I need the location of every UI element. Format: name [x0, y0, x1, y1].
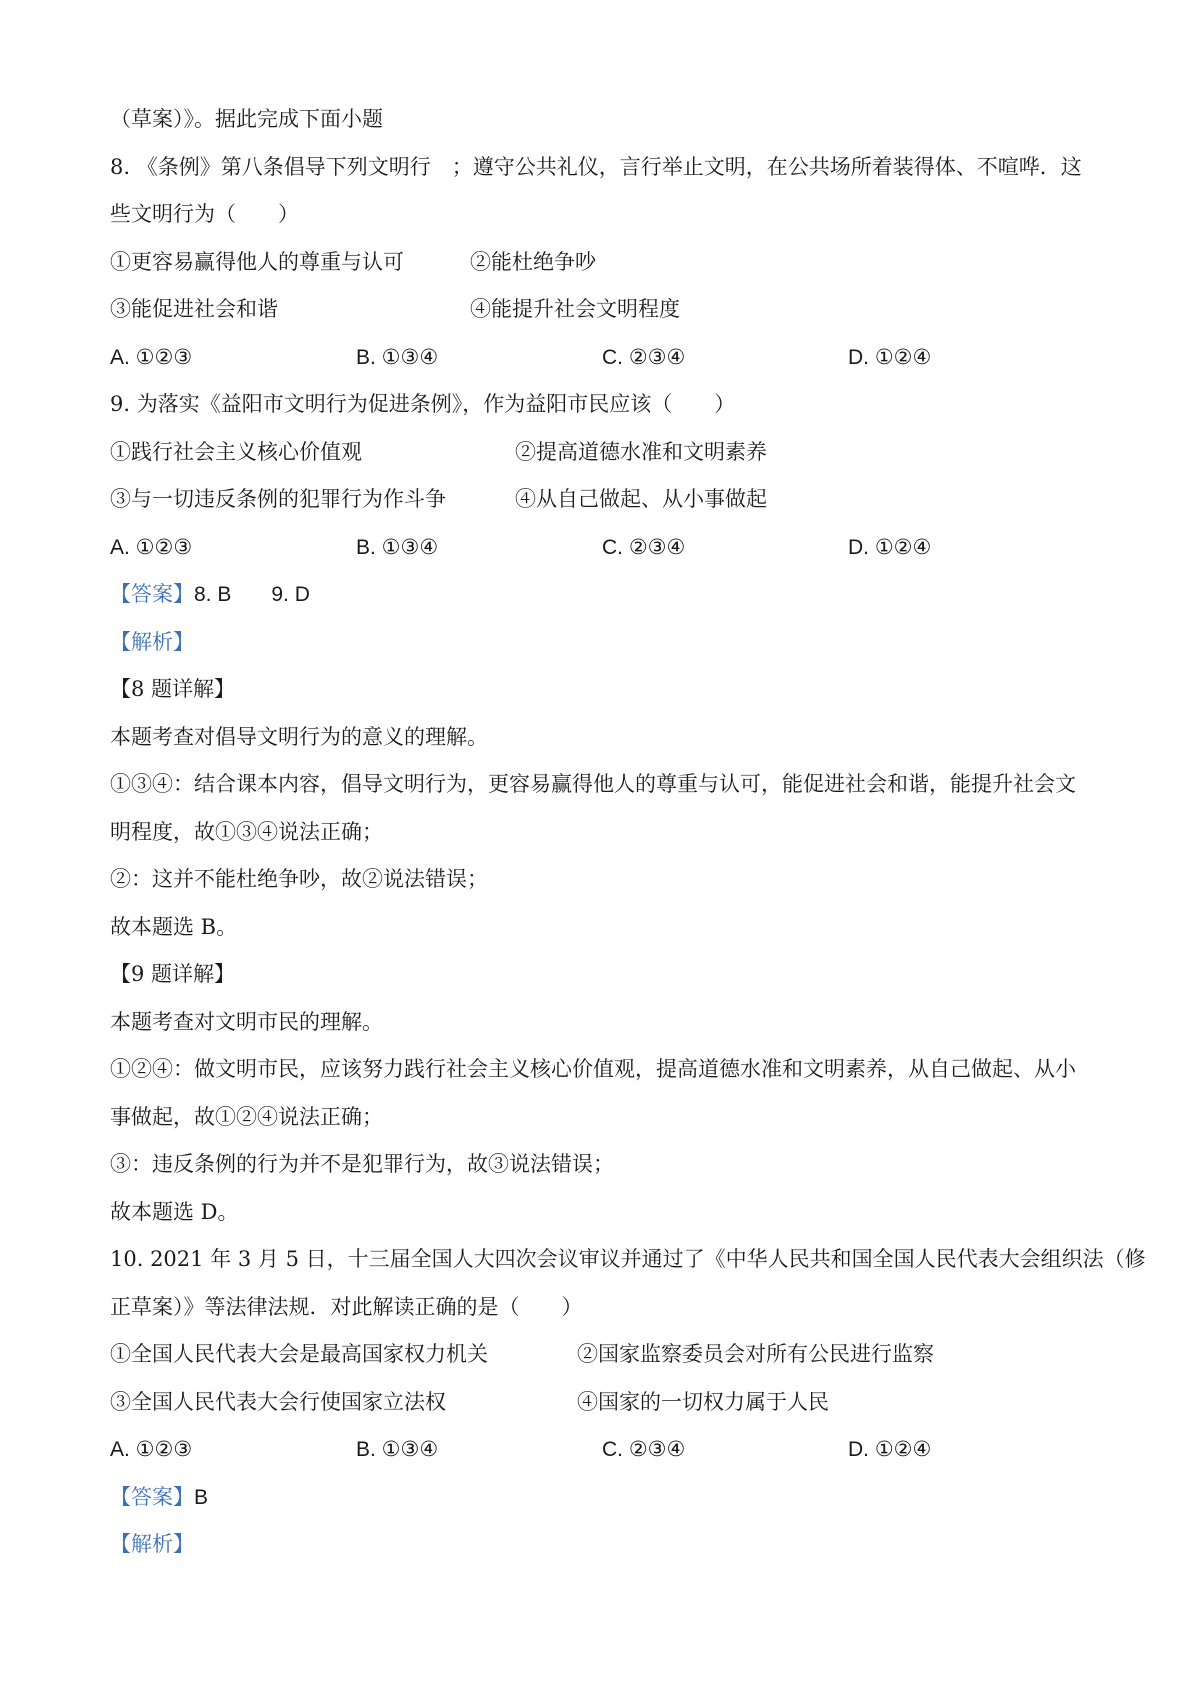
q9-statement-3: ③与一切违反条例的犯罪行为作斗争 — [110, 487, 446, 511]
q10-statements-row1 — [110, 1331, 1100, 1379]
q10-statement-4: ④国家的一切权力属于人民 — [577, 1389, 829, 1414]
q9-choices — [110, 524, 1100, 572]
q8-statement-4: ④能提升社会文明程度 — [470, 297, 680, 321]
detail8-p2-line2: 明程度，故①③④说法正确； — [110, 819, 383, 844]
q10-choices — [110, 1426, 1100, 1474]
q8-stem-line2: 些文明行为（ ） — [110, 202, 299, 226]
detail9-p2-line2: 事做起，故①②④说法正确； — [110, 1104, 383, 1129]
analysis-label: 【解析】 — [110, 629, 194, 654]
q9-statements-row2 — [110, 476, 1100, 524]
q10-statement-2: ②国家监察委员会对所有公民进行监察 — [577, 1342, 934, 1366]
detail9-p3: ③：违反条例的行为并不是犯罪行为，故③说法错误； — [110, 1152, 614, 1176]
q8-choices — [110, 334, 1100, 382]
detail8-heading: 【8 题详解】 — [110, 677, 236, 701]
q10-stem-line2: 正草案）》等法律法规．对此解读正确的是（ ） — [110, 1294, 583, 1319]
q8-statement-2: ②能杜绝争吵 — [470, 249, 596, 274]
q9-stem: 9. 为落实《益阳市文明行为促进条例》，作为益阳市民应该（ ） — [110, 392, 736, 416]
answer-label: 【答案】 — [110, 582, 194, 606]
detail9-p2-line1: ①②④：做文明市民，应该努力践行社会主义核心价值观，提高道德水准和文明素养，从自己做起、从小 — [110, 1057, 1076, 1081]
detail9-heading: 【9 题详解】 — [110, 962, 236, 986]
detail9-p1: 本题考查对文明市民的理解。 — [110, 1009, 383, 1034]
detail8-p1: 本题考查对倡导文明行为的意义的理解。 — [110, 724, 488, 749]
detail9-p4: 故本题选 D。 — [110, 1199, 239, 1224]
q9-choice-a: A. ①②③ — [110, 535, 193, 559]
q10-choice-c: C. ②③④ — [602, 1438, 686, 1461]
answer-q9: 9. D — [271, 583, 310, 606]
q9-choice-c: C. ②③④ — [602, 535, 686, 559]
q10-statement-1: ①全国人民代表大会是最高国家权力机关 — [110, 1342, 488, 1366]
answer2-label: 【答案】 — [110, 1484, 194, 1509]
q10-choice-d: D. ①②④ — [848, 1438, 932, 1461]
q8-stem-line1: 8. 《条例》第八条倡导下列文明行 ；遵守公共礼仪，言行举止文明，在公共场所着装得体、不喧哗．这 — [110, 154, 1082, 179]
q9-statement-1: ①践行社会主义核心价值观 — [110, 439, 362, 464]
answer2-line — [110, 1474, 1100, 1522]
q8-statement-3: ③能促进社会和谐 — [110, 297, 278, 321]
detail8-p4: 故本题选 B。 — [110, 914, 238, 939]
q10-stem-line1: 10. 2021 年 3 月 5 日，十三届全国人大四次会议审议并通过了《中华人民共和国全国人民代表大会组织法（修 — [110, 1247, 1146, 1271]
q8-choice-d: D. ①②④ — [848, 345, 932, 369]
q9-choice-b: B. ①③④ — [356, 535, 439, 559]
q9-statement-2: ②提高道德水准和文明素养 — [515, 439, 767, 464]
answer-line — [110, 571, 1100, 619]
q10-choice-b: B. ①③④ — [356, 1438, 439, 1461]
detail8-p2-line1: ①③④：结合课本内容，倡导文明行为，更容易赢得他人的尊重与认可，能促进社会和谐，能提升社会文 — [110, 772, 1076, 796]
q8-choice-a: A. ①②③ — [110, 345, 193, 369]
q9-statements-row1 — [110, 429, 1100, 477]
q10-statement-3: ③全国人民代表大会行使国家立法权 — [110, 1389, 446, 1414]
detail8-p3: ②：这并不能杜绝争吵，故②说法错误； — [110, 867, 488, 891]
answer2-value: B — [194, 1485, 209, 1509]
document-page — [110, 96, 1146, 1569]
q8-statements-row2 — [110, 286, 1100, 334]
q8-statement-1: ①更容易赢得他人的尊重与认可 — [110, 249, 404, 274]
q8-statements-row1 — [110, 239, 1100, 287]
q10-choice-a: A. ①②③ — [110, 1438, 193, 1461]
q8-choice-b: B. ①③④ — [356, 345, 439, 369]
q9-choice-d: D. ①②④ — [848, 535, 932, 559]
analysis2-label: 【解析】 — [110, 1532, 194, 1556]
intro-tail: （草案）》。据此完成下面小题 — [110, 107, 383, 131]
q10-statements-row2 — [110, 1379, 1100, 1427]
q9-statement-4: ④从自己做起、从小事做起 — [515, 487, 767, 511]
q8-choice-c: C. ②③④ — [602, 345, 686, 369]
answer-q8: 8. B — [194, 583, 232, 606]
